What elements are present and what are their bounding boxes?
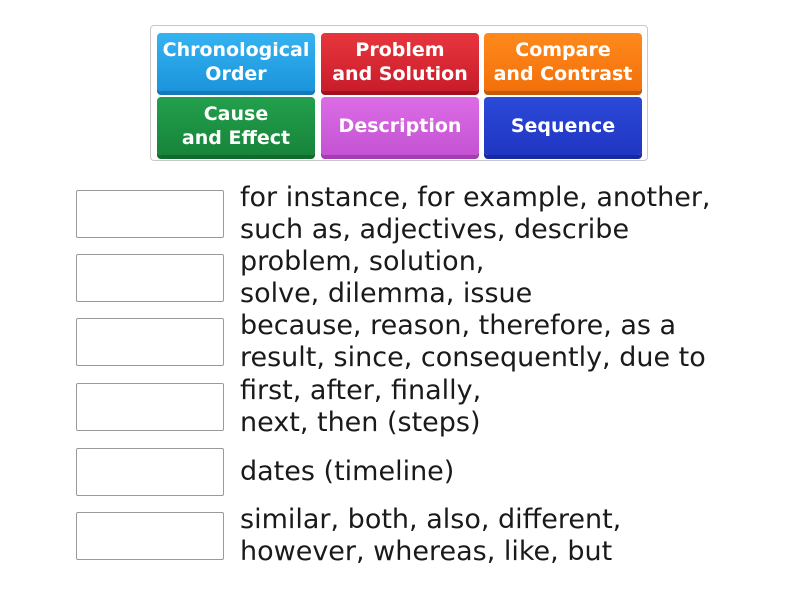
clue-text: dates (timeline)	[240, 456, 455, 487]
answer-tile-bank	[150, 25, 648, 161]
clue-text: similar, both, also, different, however, whereas, like, but	[240, 504, 622, 567]
tile-cause-and-effect[interactable]: Cause and Effect	[157, 97, 315, 155]
match-row	[76, 504, 776, 567]
drop-target[interactable]	[76, 318, 224, 366]
match-row	[76, 375, 776, 438]
tile-compare-and-contrast[interactable]: Compare and Contrast	[484, 33, 642, 91]
match-row	[76, 310, 776, 373]
tile-problem-and-solution[interactable]: Problem and Solution	[321, 33, 479, 91]
clue-text: for instance, for example, another, such as, adjectives, describe	[240, 182, 711, 245]
clue-text: because, reason, therefore, as a result, since, consequently, due to	[240, 310, 706, 373]
tile-sequence[interactable]: Sequence	[484, 97, 642, 155]
drop-target[interactable]	[76, 254, 224, 302]
drop-target[interactable]	[76, 512, 224, 560]
drop-target[interactable]	[76, 448, 224, 496]
drop-target[interactable]	[76, 190, 224, 238]
match-row	[76, 182, 776, 245]
match-row	[76, 446, 776, 498]
tile-description[interactable]: Description	[321, 97, 479, 155]
match-row	[76, 246, 776, 309]
clue-text: problem, solution, solve, dilemma, issue	[240, 246, 533, 309]
tile-chronological-order[interactable]: Chronological Order	[157, 33, 315, 91]
clue-text: first, after, finally, next, then (steps)	[240, 375, 482, 438]
drop-target[interactable]	[76, 383, 224, 431]
